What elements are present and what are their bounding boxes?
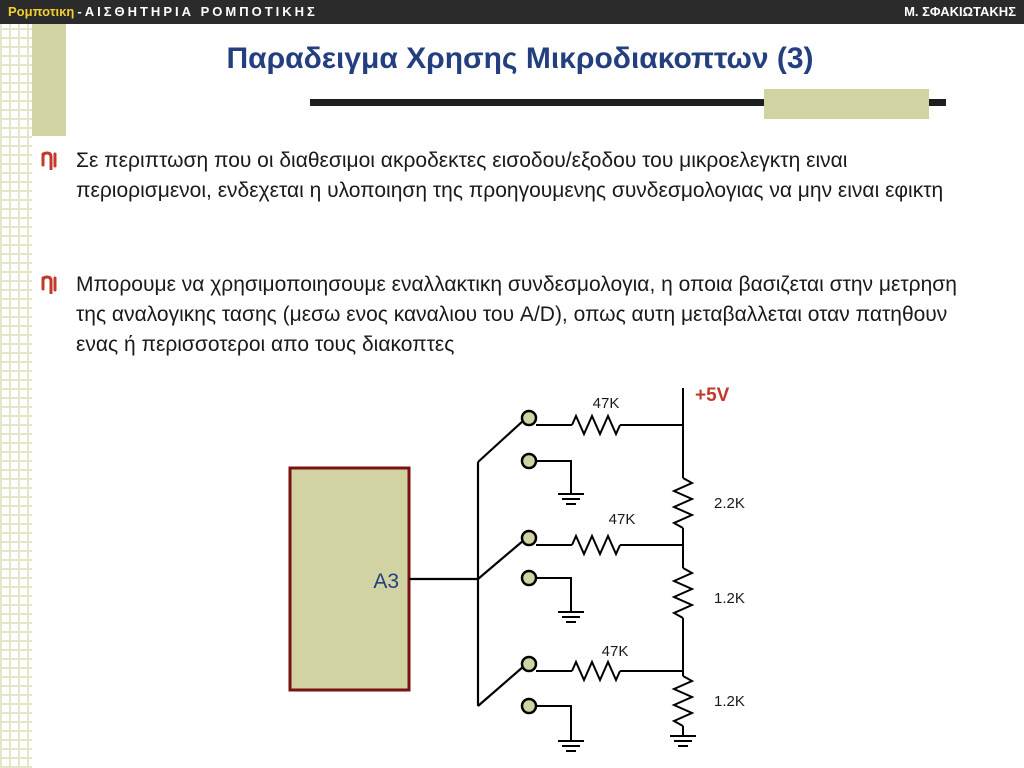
- ground-wires: [536, 461, 571, 741]
- ground-icon: [558, 612, 584, 622]
- signal-wires: [409, 420, 524, 706]
- rule-accent-block: [764, 89, 929, 119]
- bullet-item: [40, 146, 980, 241]
- ground-icon: [670, 736, 696, 746]
- circuit-diagram: [280, 376, 800, 756]
- resistor-label: 47K: [592, 395, 620, 412]
- course-brand: Ρομποτικη: [8, 4, 75, 19]
- ground-icon: [558, 741, 584, 751]
- bullet-item: [40, 270, 980, 365]
- author-name: Μ. ΣΦΑΚΙΩΤΑΚΗΣ: [904, 4, 1016, 19]
- title-accent-block: [32, 24, 66, 136]
- header-left: [8, 4, 318, 19]
- bullet-text: Μπορουμε να χρησιμοποιησουμε εναλλακτικη συνδεσμολογια, η οποια βασιζεται στην μετρηση της αναλογικης τασης (μεσω ενος καναλιου του A/D), οπως αυτη μεταβαλλεται οταν πατηθουν ενας ή περισσοτεροι απο τους διακοπτες: [76, 273, 957, 356]
- header-bar: [0, 0, 1024, 24]
- course-subject: ΑΙΣΘΗΤΗΡΙΑ ΡΟΜΠΟΤΙΚΗΣ: [84, 4, 318, 19]
- resistor-label: 47K: [601, 643, 629, 660]
- resistor-label: 2.2K: [714, 495, 745, 512]
- resistor-label: 1.2K: [714, 693, 745, 710]
- header-separator: -: [77, 4, 82, 19]
- bullet-marker-icon: [40, 270, 60, 294]
- bullet-text: Σε περιπτωση που οι διαθεσιμοι ακροδεκτες εισοδου/εξοδου του μικροελεγκτη ειναι περιορισμενοι, ενδεχεται η υλοποιηση της προηγουμενης συνδεσμολογιας να μην ειναι εφικτη: [76, 149, 944, 202]
- resistor-label: 1.2K: [714, 590, 745, 607]
- supply-label: +5V: [695, 385, 730, 406]
- series-resistor-wires: [536, 416, 683, 680]
- resistor-label: 47K: [608, 511, 636, 528]
- slide-title: Παραδειγμα Χρησης Μικροδιακοπτων (3): [226, 42, 814, 75]
- bullet-marker-icon: [40, 146, 60, 170]
- ladder-wires: [674, 388, 692, 736]
- pin-label: A3: [373, 570, 399, 593]
- ground-icon: [558, 494, 584, 504]
- switch-terminals: [522, 411, 536, 713]
- decorative-stripes: [0, 24, 32, 768]
